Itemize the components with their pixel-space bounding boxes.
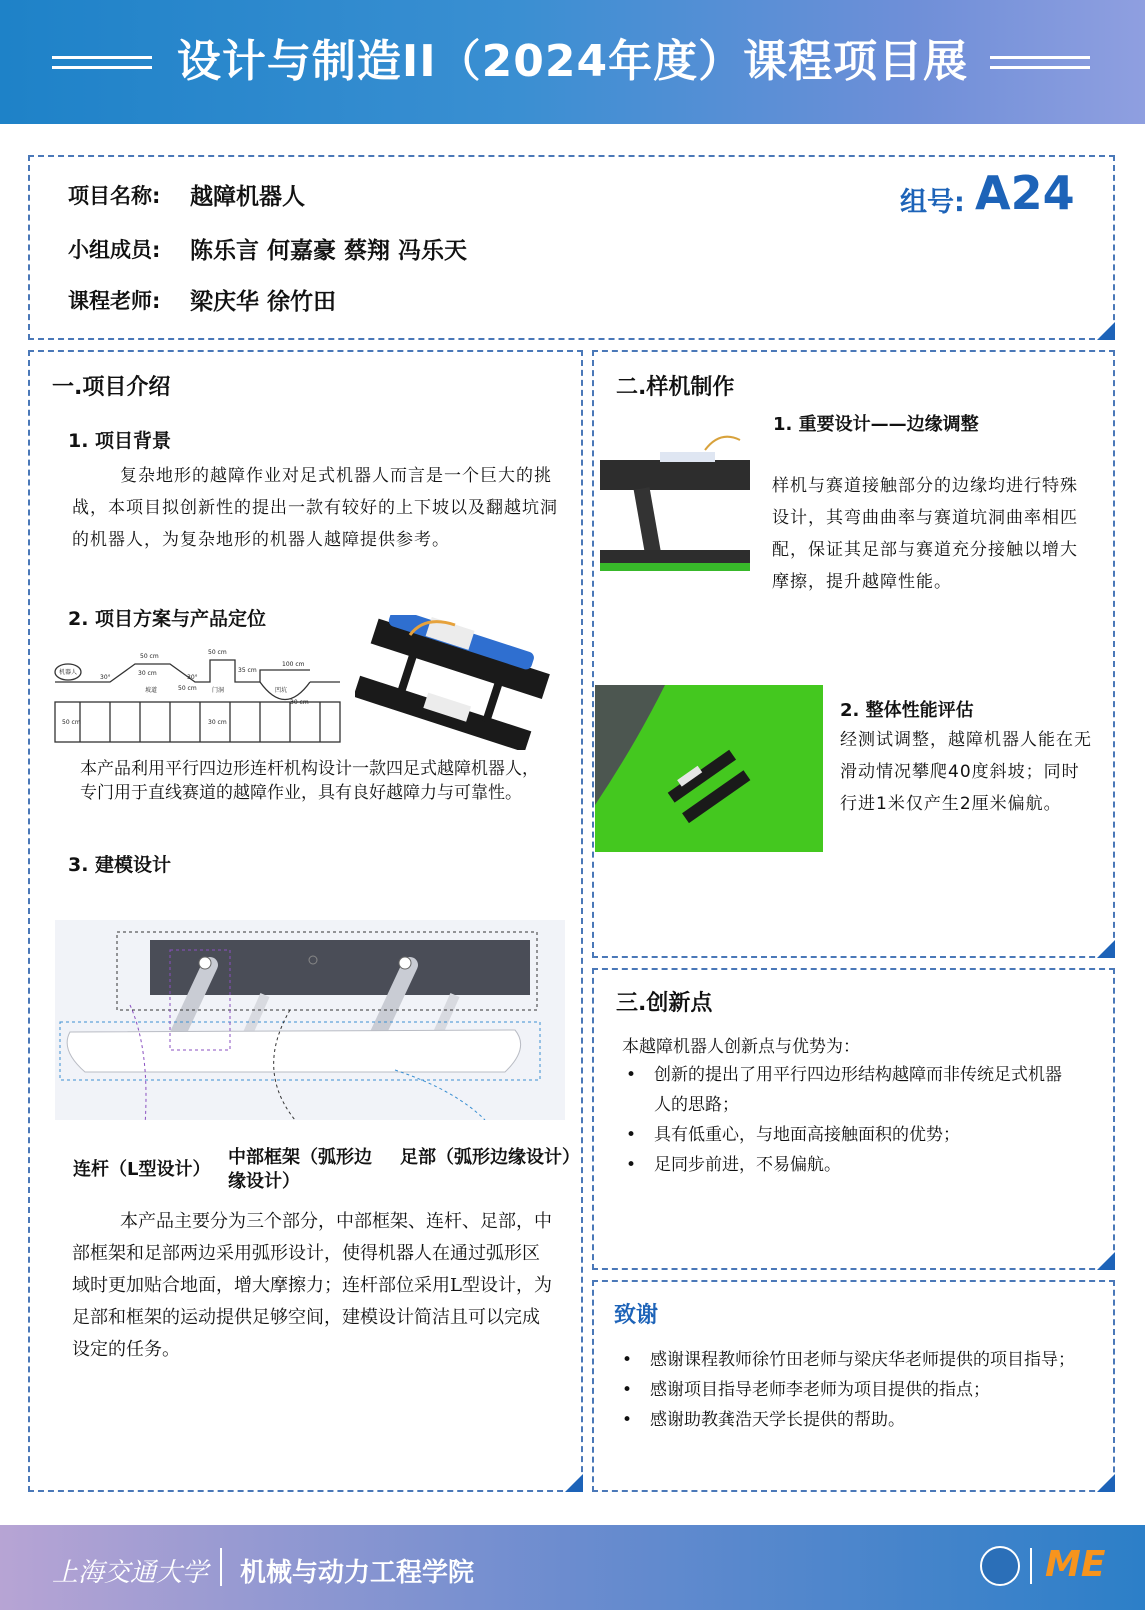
track-label: 坡道: [145, 687, 158, 694]
thanks-list: [618, 1345, 1090, 1435]
me-logo: ME: [1045, 1544, 1106, 1585]
edge-design-title: 1. 重要设计——边缘调整: [773, 414, 979, 435]
innovation-intro: 本越障机器人创新点与优势为：: [622, 1037, 860, 1057]
list-item: • 创新的提出了用平行四边形结构越障而非传统足式机器人的思路；: [654, 1060, 1074, 1120]
track-label: 30°: [187, 674, 198, 681]
track-label: 50 cm: [62, 719, 81, 726]
corner-mark: [565, 1474, 583, 1492]
track-label: 凹坑: [275, 687, 288, 694]
track-label: 50 cm: [178, 685, 197, 692]
university-seal-icon: [980, 1546, 1020, 1586]
project-name-label: 项目名称:: [68, 184, 161, 208]
innovation-section-title: 三.创新点: [616, 991, 713, 1016]
performance-title: 2. 整体性能评估: [840, 700, 974, 721]
track-label: 门洞: [212, 687, 225, 694]
corner-mark: [1097, 322, 1115, 340]
edge-detail-photo: [600, 430, 750, 580]
slope-test-photo: [595, 685, 823, 852]
track-diagram: [50, 642, 350, 747]
robot-photo: [355, 615, 555, 750]
cad-model-image: [55, 920, 565, 1120]
members-label: 小组成员:: [68, 238, 161, 262]
track-label: 30 cm: [138, 670, 157, 677]
list-item: • 足同步前进，不易偏航。: [654, 1150, 1074, 1180]
plan-title: 2. 项目方案与产品定位: [68, 608, 267, 630]
corner-mark: [1097, 1474, 1115, 1492]
prototype-section-title: 二.样机制作: [616, 375, 735, 400]
track-label: 35 cm: [238, 667, 257, 674]
track-label: 30°: [100, 674, 111, 681]
project-name-value: 越障机器人: [190, 184, 305, 210]
track-label: 30 cm: [208, 719, 227, 726]
members-value: 陈乐言 何嘉豪 蔡翔 冯乐天: [190, 238, 468, 264]
link-label: 连杆（L型设计）: [73, 1159, 211, 1180]
page-title: 设计与制造II（2024年度）课程项目展: [176, 36, 969, 87]
track-label-robot: 机器人: [59, 669, 78, 676]
track-label: 30 cm: [290, 699, 309, 706]
footer-divider: [1030, 1548, 1032, 1584]
innovation-list: [622, 1060, 1074, 1180]
background-text: 复杂地形的越障作业对足式机器人而言是一个巨大的挑战，本项目拟创新性的提出一款有较好的上下坡以及翻越坑洞的机器人，为复杂地形的机器人越障提供参考。: [72, 466, 558, 550]
model-text: 本产品主要分为三个部分，中部框架、连杆、足部，中部框架和足部两边采用弧形设计，使得机器人在通过弧形区域时更加贴合地面，增大摩擦力；连杆部位采用L型设计，为足部和框架的运动提供足够空间，建模设计简洁且可以完成设定的任务。: [72, 1211, 552, 1360]
school-name: 机械与动力工程学院: [240, 1558, 475, 1588]
corner-mark: [1097, 1252, 1115, 1270]
list-item: • 感谢项目指导老师李老师为项目提供的指点；: [650, 1375, 1090, 1405]
track-label: 100 cm: [282, 661, 305, 668]
teacher-value: 梁庆华 徐竹田: [190, 289, 337, 315]
edge-design-text: 样机与赛道接触部分的边缘均进行特殊设计，其弯曲曲率与赛道坑洞曲率相匹配，保证其足部与赛道充分接触以增大摩擦，提升越障性能。: [772, 476, 1078, 592]
track-label: 50 cm: [140, 653, 159, 660]
thanks-section-title: 致谢: [614, 1303, 659, 1328]
group-label: 组号:: [900, 187, 965, 218]
intro-section-title: 一.项目介绍: [52, 375, 171, 400]
corner-mark: [1097, 940, 1115, 958]
frame-label: 中部框架（弧形边缘设计）: [228, 1147, 372, 1192]
university-name: 上海交通大学: [52, 1558, 209, 1588]
performance-text: 经测试调整，越障机器人能在无滑动情况攀爬40度斜坡；同时行进1米仅产生2厘米偏航。: [840, 730, 1092, 814]
group-number: A24: [975, 166, 1075, 220]
teacher-label: 课程老师:: [68, 289, 161, 313]
plan-text: 本产品利用平行四边形连杆机构设计一款四足式越障机器人，专门用于直线赛道的越障作业，具有良好越障力与可靠性。: [80, 759, 539, 803]
foot-label: 足部（弧形边缘设计）: [400, 1147, 580, 1168]
track-label: 50 cm: [208, 649, 227, 656]
footer-divider: [220, 1548, 222, 1586]
list-item: • 感谢助教龚浩天学长提供的帮助。: [650, 1405, 1090, 1435]
background-title: 1. 项目背景: [68, 430, 172, 452]
list-item: • 具有低重心，与地面高接触面积的优势；: [654, 1120, 1074, 1150]
model-title: 3. 建模设计: [68, 854, 172, 876]
list-item: • 感谢课程教师徐竹田老师与梁庆华老师提供的项目指导；: [650, 1345, 1090, 1375]
